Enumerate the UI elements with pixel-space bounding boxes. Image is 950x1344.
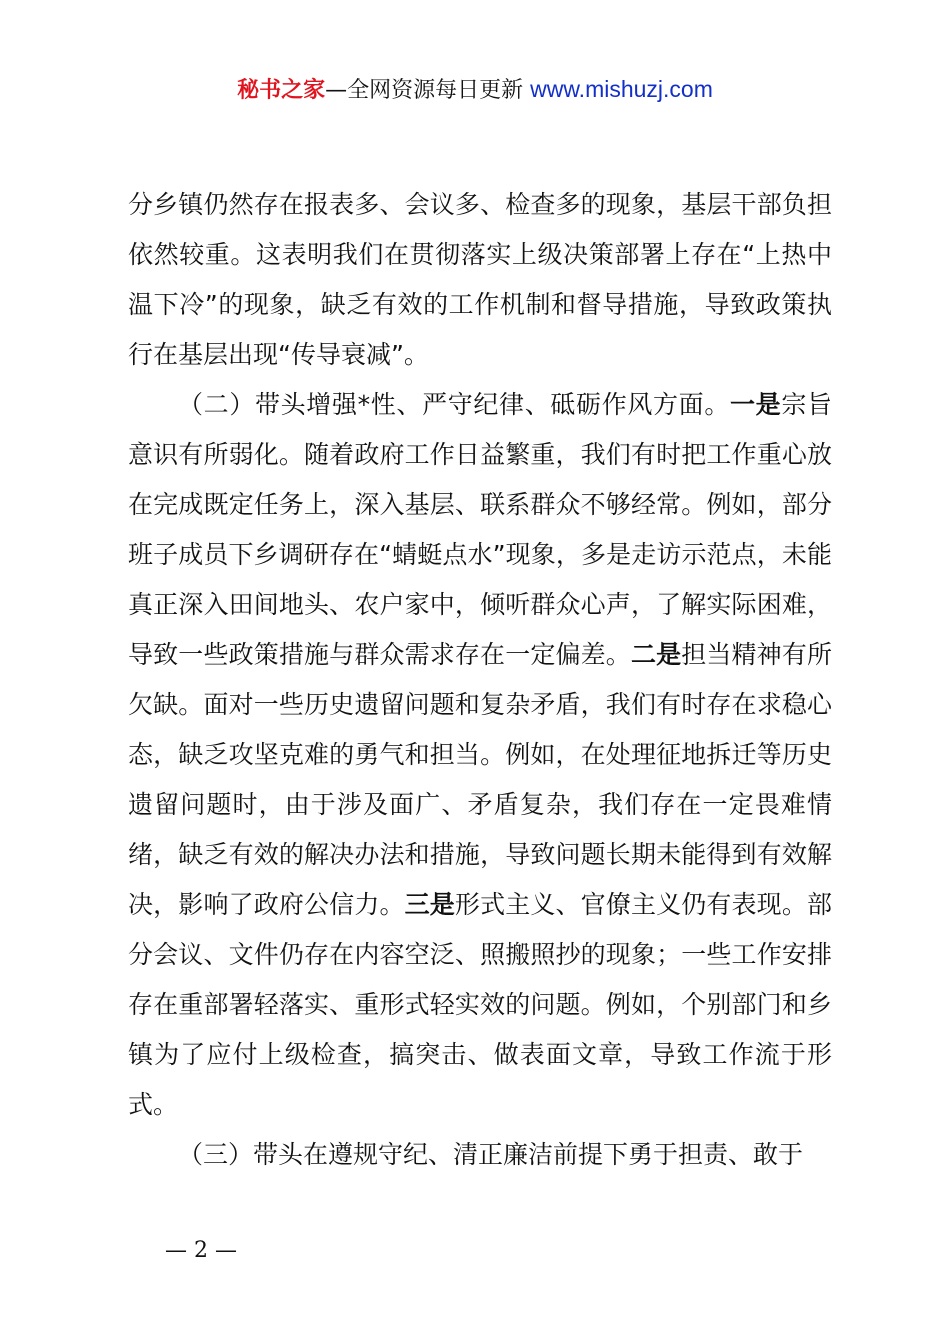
page-number: — 2 —: [165, 1238, 237, 1263]
point-marker-one: 一是: [729, 390, 782, 419]
paragraph-continuation: 分乡镇仍然存在报表多、会议多、检查多的现象，基层干部负担依然较重。这表明我们在贯彻落实上级决策部署上存在“上热中温下冷”的现象，缺乏有效的工作机制和督导措施，导致政策执行在基层出现“传导衰减”。: [128, 190, 832, 369]
point-text-one: 宗旨意识有所弱化。随着政府工作日益繁重，我们有时把工作重心放在完成既定任务上，深入基层、联系群众不够经常。例如，部分班子成员下乡调研存在“蜻蜓点水”现象，多是走访示范点，未能真正深入田间地头、农户家中，倾听群众心声，了解实际困难，导致一些政策措施与群众需求存在一定偏差。: [128, 390, 832, 669]
page-header: [0, 72, 950, 108]
section-two-heading: （二）带头增强*性、严守纪律、砥砺作风方面。: [178, 390, 730, 419]
document-body: [128, 180, 832, 1180]
point-text-three: 形式主义、官僚主义仍有表现。部分会议、文件仍存在内容空泛、照搬照抄的现象；一些工作安排存在重部署轻落实、重形式轻实效的问题。例如，个别部门和乡镇为了应付上级检查，搞突击、做表面文章，导致工作流于形式。: [128, 890, 832, 1119]
site-brand: 秘书之家: [237, 78, 326, 103]
site-tagline: —全网资源每日更新: [325, 78, 524, 103]
site-url: www.mishuzj.com: [530, 76, 713, 102]
paragraph-section-two: [128, 380, 832, 1130]
point-text-two: 担当精神有所欠缺。面对一些历史遗留问题和复杂矛盾，我们有时存在求稳心态，缺乏攻坚克难的勇气和担当。例如，在处理征地拆迁等历史遗留问题时，由于涉及面广、矛盾复杂，我们存在一定畏难情绪，缺乏有效的解决办法和措施，导致问题长期未能得到有效解决，影响了政府公信力。: [128, 640, 832, 919]
point-marker-three: 三是: [404, 890, 455, 919]
paragraph-section-three: （三）带头在遵规守纪、清正廉洁前提下勇于担责、敢于: [178, 1140, 804, 1169]
point-marker-two: 二是: [630, 640, 682, 669]
